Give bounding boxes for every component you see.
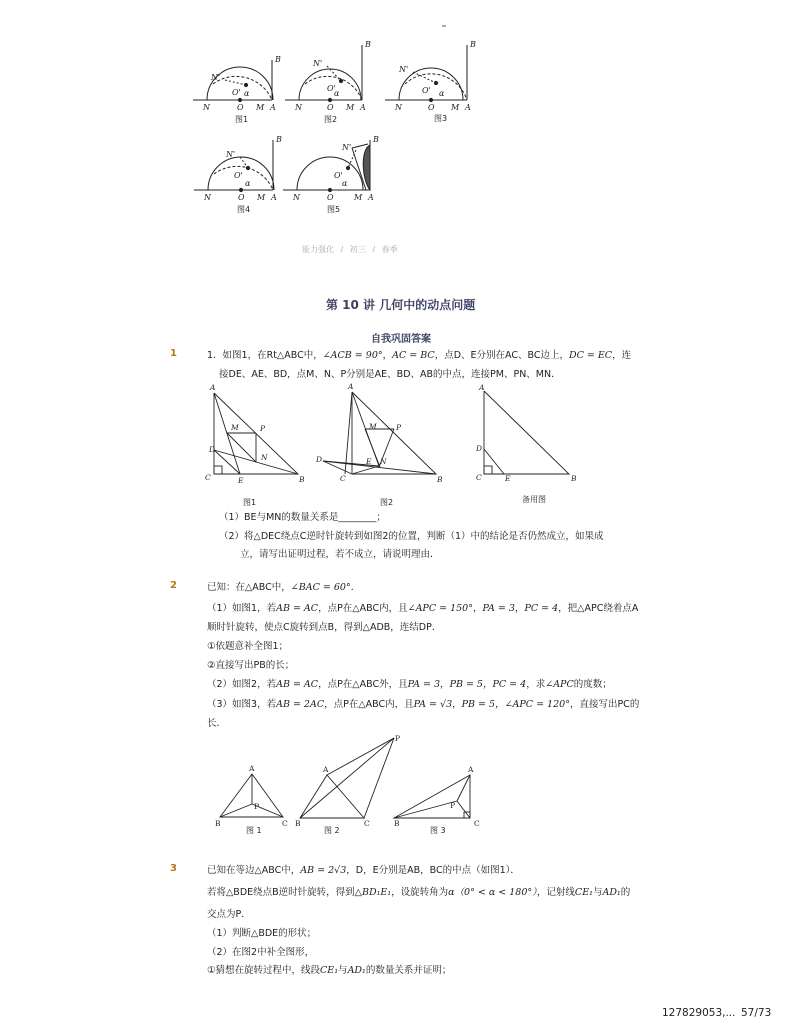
svg-text:E: E [505, 474, 511, 483]
svg-text:P: P [260, 424, 266, 433]
q2-caption-3: 图 3 [430, 826, 446, 835]
footer-page-number: 57/73 [741, 1007, 772, 1019]
q2-circle-1: ①依题意补全图1； [207, 641, 289, 652]
svg-text:E: E [366, 457, 372, 466]
q1-line-2: 接DE、AE、BD，点M、N、P分别是AE、BD、AB的中点，连接PM、PN、MN． [219, 369, 561, 380]
lecture-title: 第 10 讲 几何中的动点问题 [326, 298, 476, 312]
svg-text:A: A [271, 193, 277, 202]
svg-text:B: B [275, 55, 281, 64]
svg-text:N: N [295, 103, 302, 112]
svg-text:D: D [476, 444, 483, 453]
svg-text:B: B [470, 40, 476, 49]
svg-text:A: A [323, 765, 329, 774]
svg-text:O: O [327, 103, 334, 112]
q2-part3: （3）如图3，若AB = 2AC，点P在△ABC内，且PA = √3，PB = 5，∠APC = 120°，直接写出PC的 [207, 699, 640, 710]
svg-text:N: N [204, 193, 211, 202]
q1-figures-svg [0, 380, 800, 500]
svg-text:N: N [261, 453, 268, 462]
svg-text:P: P [396, 423, 402, 432]
svg-text:α: α [244, 89, 250, 98]
q3-intro: 已知在等边△ABC中，AB = 2√3，D，E分别是AB，BC的中点（如图1）． [207, 865, 520, 876]
svg-text:N': N' [342, 143, 352, 152]
q1-sub-1: （1）BE与MN的数量关系是________； [219, 512, 386, 523]
svg-text:N: N [203, 103, 210, 112]
svg-text:B: B [276, 135, 282, 144]
svg-text:B: B [215, 819, 221, 828]
q2-circle-2: ②直接写出PB的长； [207, 660, 295, 671]
q3-sub-1: （1）判断△BDE的形状； [207, 928, 317, 939]
q2-intro: 已知：在△ABC中，∠BAC = 60°． [207, 582, 361, 593]
q2-figures [0, 730, 800, 840]
breadcrumb-grade: 初三 [349, 245, 366, 254]
svg-text:M: M [451, 103, 460, 112]
top-caption-2: 图2 [324, 115, 338, 124]
svg-text:M: M [369, 422, 377, 431]
svg-text:A: A [368, 193, 374, 202]
top-caption-3: 图3 [434, 114, 448, 123]
svg-text:D: D [209, 445, 216, 454]
svg-text:P: P [395, 734, 401, 743]
svg-text:O': O' [234, 171, 243, 180]
svg-text:C: C [364, 819, 370, 828]
top-caption-1: 图1 [235, 115, 249, 124]
q2-caption-1: 图 1 [246, 826, 262, 835]
svg-text:B: B [299, 475, 305, 484]
svg-text:B: B [295, 819, 301, 828]
svg-text:B: B [394, 819, 400, 828]
svg-text:P: P [254, 802, 260, 811]
svg-text:B: B [373, 135, 379, 144]
q2-part2: （2）如图2，若AB = AC，点P在△ABC外，且PA = 3，PB = 5，PC = 4，求∠APC的度数； [207, 679, 612, 690]
svg-text:A: A [210, 383, 216, 392]
question-number-1: 1 [170, 348, 177, 359]
svg-text:P: P [450, 801, 456, 810]
svg-text:C: C [474, 819, 480, 828]
top-caption-4: 图4 [237, 205, 251, 214]
svg-text:B: B [437, 475, 443, 484]
breadcrumb-season: 春季 [381, 245, 398, 254]
q1-caption-1: 图1 [243, 498, 257, 507]
svg-text:N: N [380, 457, 387, 466]
svg-text:O': O' [422, 86, 431, 95]
q2-part3-line2: 长． [207, 718, 227, 729]
svg-text:α: α [245, 179, 251, 188]
svg-text:O: O [428, 103, 435, 112]
svg-text:N': N' [399, 65, 409, 74]
q3-line-2: 若将△BDE绕点B逆时针旋转，得到△BD₁E₁，设旋转角为α（0° < α < 180°），记射线CE₁与AD₁的 [207, 887, 631, 898]
svg-text:α: α [334, 89, 340, 98]
q1-caption-2: 图2 [380, 498, 394, 507]
svg-text:A: A [249, 764, 255, 773]
svg-text:M: M [346, 103, 355, 112]
svg-text:O: O [238, 193, 245, 202]
q1-sub-2a: （2）将△DEC绕点C逆时针旋转到如图2的位置，判断（1）中的结论是否仍然成立，如果成 [219, 531, 604, 542]
top-figures-svg [0, 0, 800, 230]
svg-text:O': O' [327, 84, 336, 93]
question-number-2: 2 [170, 580, 177, 591]
svg-text:N': N' [313, 59, 323, 68]
svg-text:C: C [282, 819, 288, 828]
q1-line-1: 1．如图1，在Rt△ABC中，∠ACB = 90°，AC = BC，点D、E分别在AC、BC边上，DC = EC，连 [207, 350, 632, 361]
svg-text:α: α [342, 179, 348, 188]
svg-text:A: A [479, 383, 485, 392]
q2-figures-svg [0, 730, 800, 840]
svg-text:C: C [205, 473, 211, 482]
svg-text:B: B [365, 40, 371, 49]
svg-text:N': N' [211, 73, 221, 82]
top-caption-5: 图5 [327, 205, 341, 214]
footer-doc-id: 127829053,... [662, 1007, 736, 1019]
svg-text:A: A [348, 382, 354, 391]
svg-text:A: A [270, 103, 276, 112]
q2-caption-2: 图 2 [324, 826, 340, 835]
question-number-3: 3 [170, 863, 177, 874]
svg-text:C: C [340, 474, 346, 483]
svg-text:O: O [327, 193, 334, 202]
q1-sub-2b: 立，请写出证明过程，若不成立，请说明理由． [240, 549, 440, 560]
svg-text:α: α [439, 89, 445, 98]
q3-line-3: 交点为P． [207, 909, 251, 920]
svg-text:C: C [476, 473, 482, 482]
svg-text:N: N [293, 193, 300, 202]
q3-sub-2: （2）在图2中补全图形， [207, 947, 315, 958]
svg-text:N': N' [226, 150, 236, 159]
top-figures [0, 0, 800, 230]
q2-part1-line1: （1）如图1，若AB = AC，点P在△ABC内，且∠APC = 150°，PA = 3，PC = 4，把△APC绕着点A [207, 603, 639, 614]
svg-text:E: E [238, 476, 244, 485]
q2-part1-line2: 顺时针旋转，使点C旋转到点B，得到△ADB，连结DP． [207, 622, 442, 633]
q1-figures [0, 380, 800, 500]
svg-text:A: A [465, 103, 471, 112]
section-title: 自我巩固答案 [371, 334, 431, 345]
q1-caption-3: 备用图 [522, 495, 546, 504]
svg-text:A: A [468, 765, 474, 774]
svg-text:O: O [237, 103, 244, 112]
svg-text:O': O' [232, 88, 241, 97]
svg-text:M: M [354, 193, 363, 202]
svg-text:M: M [231, 423, 239, 432]
svg-text:O': O' [334, 171, 343, 180]
svg-text:M: M [256, 103, 265, 112]
svg-text:D: D [316, 455, 323, 464]
svg-text:A: A [360, 103, 366, 112]
breadcrumb: 能力强化 / 初三 / 春季 [302, 245, 398, 254]
breadcrumb-level: 能力强化 [302, 245, 334, 254]
svg-text:N: N [395, 103, 402, 112]
svg-text:M: M [257, 193, 266, 202]
q3-sub-3: ①猜想在旋转过程中，线段CE₁与AD₁的数量关系并证明； [207, 965, 452, 976]
svg-text:B: B [571, 474, 577, 483]
